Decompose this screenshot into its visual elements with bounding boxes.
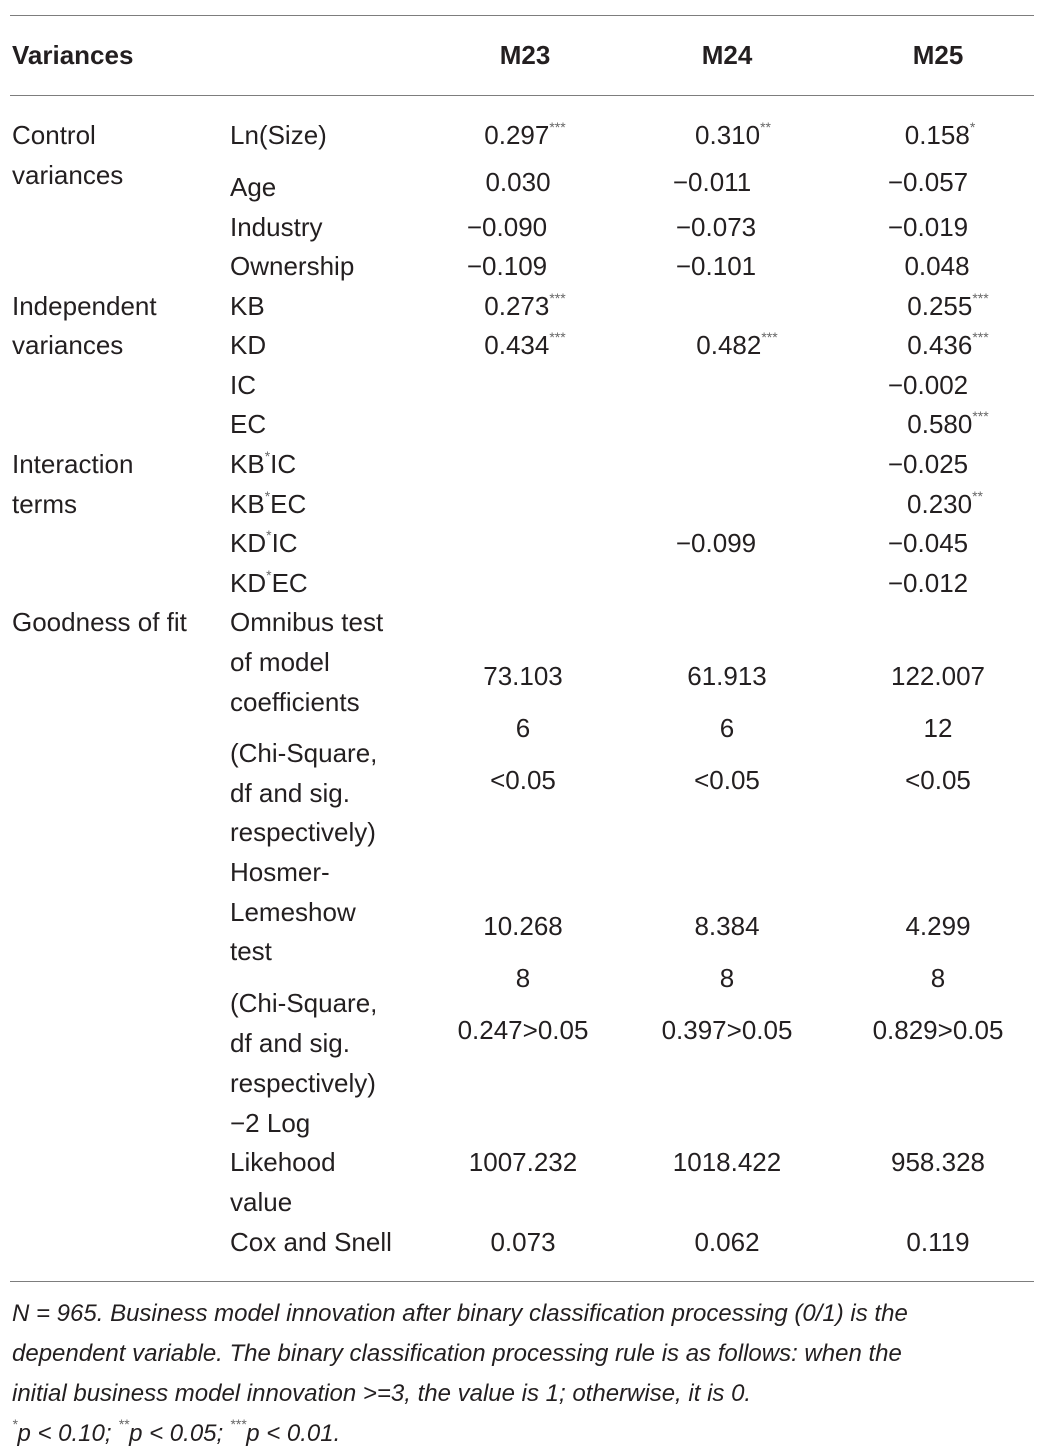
var-omnibus-l5: df and sig. bbox=[230, 778, 350, 808]
table-bottom-rule bbox=[10, 1281, 1034, 1282]
footnote-significance: *p < 0.10; **p < 0.05; ***p < 0.01. bbox=[12, 1416, 341, 1447]
var-kb-ec: KB*EC bbox=[230, 488, 307, 519]
var-age: Age bbox=[230, 172, 277, 202]
m25-age: −0.057 bbox=[887, 167, 969, 197]
table-top-rule bbox=[10, 15, 1034, 16]
m25-industry: −0.019 bbox=[887, 212, 969, 242]
m24-age: −0.011 bbox=[672, 167, 752, 197]
var-kd-ec: KD*EC bbox=[230, 567, 308, 598]
m25-omnibus-df: 12 bbox=[923, 713, 953, 743]
m25-kb: 0.255*** bbox=[907, 290, 989, 321]
header-variances: Variances bbox=[12, 40, 134, 70]
m24-kd: 0.482*** bbox=[696, 329, 778, 360]
var-ownership: Ownership bbox=[230, 251, 355, 281]
m24-omnibus-chi: 61.913 bbox=[687, 661, 767, 691]
m24-kd-ic: −0.099 bbox=[675, 528, 757, 558]
m23-cox: 0.073 bbox=[490, 1227, 556, 1257]
header-m24: M24 bbox=[701, 40, 753, 70]
m24-omnibus-sig: <0.05 bbox=[694, 765, 760, 795]
var-loglik-l1: −2 Log bbox=[230, 1108, 311, 1138]
m23-loglik: 1007.232 bbox=[468, 1147, 578, 1177]
header-m25: M25 bbox=[912, 40, 964, 70]
m25-cox: 0.119 bbox=[906, 1227, 970, 1257]
var-ic: IC bbox=[230, 370, 256, 400]
m25-kb-ec: 0.230** bbox=[907, 488, 983, 519]
var-hosmer-l3: test bbox=[230, 936, 272, 966]
m23-omnibus-sig: <0.05 bbox=[490, 765, 556, 795]
var-hosmer-l2: Lemeshow bbox=[230, 897, 356, 927]
m25-kd: 0.436*** bbox=[907, 329, 989, 360]
m25-kd-ic: −0.045 bbox=[887, 528, 969, 558]
group-goodness: Goodness of fit bbox=[12, 607, 187, 637]
m25-ic: −0.002 bbox=[887, 370, 969, 400]
group-independent-line2: variances bbox=[12, 330, 124, 360]
m24-industry: −0.073 bbox=[675, 212, 757, 242]
m25-ln-size: 0.158* bbox=[904, 119, 976, 150]
m24-ownership: −0.101 bbox=[675, 251, 757, 281]
m25-kd-ec: −0.012 bbox=[887, 568, 969, 598]
var-omnibus-l1: Omnibus test bbox=[230, 607, 384, 637]
var-kb-ic: KB*IC bbox=[230, 448, 297, 479]
var-hosmer-l1: Hosmer- bbox=[230, 857, 330, 887]
var-industry: Industry bbox=[230, 212, 323, 242]
m23-age: 0.030 bbox=[485, 167, 551, 197]
group-control-line2: variances bbox=[12, 160, 124, 190]
m23-hl-chi: 10.268 bbox=[483, 911, 563, 941]
header-m23: M23 bbox=[499, 40, 551, 70]
var-hosmer-l5: df and sig. bbox=[230, 1028, 350, 1058]
m24-hl-sig: 0.397>0.05 bbox=[661, 1015, 793, 1045]
m25-ec: 0.580*** bbox=[907, 408, 989, 439]
m25-hl-sig: 0.829>0.05 bbox=[872, 1015, 1004, 1045]
m24-hl-df: 8 bbox=[719, 963, 735, 993]
table-footnote bbox=[12, 1294, 1032, 1454]
m23-kb: 0.273*** bbox=[484, 290, 566, 321]
var-cox: Cox and Snell bbox=[230, 1227, 392, 1257]
m25-hl-chi: 4.299 bbox=[905, 911, 971, 941]
m25-ownership: 0.048 bbox=[904, 251, 970, 281]
m23-hl-sig: 0.247>0.05 bbox=[457, 1015, 589, 1045]
m23-kd: 0.434*** bbox=[484, 329, 566, 360]
group-interaction-line1: Interaction bbox=[12, 449, 134, 479]
group-interaction-line2: terms bbox=[12, 489, 77, 519]
var-ec: EC bbox=[230, 409, 267, 439]
var-hosmer-l6: respectively) bbox=[230, 1068, 376, 1098]
m24-loglik: 1018.422 bbox=[672, 1147, 782, 1177]
m23-hl-df: 8 bbox=[515, 963, 531, 993]
footnote-line-2: dependent variable. The binary classification processing rule is as follows: when the bbox=[12, 1340, 902, 1367]
group-independent-line1: Independent bbox=[12, 291, 157, 321]
m25-kb-ic: −0.025 bbox=[887, 449, 969, 479]
m23-industry: −0.090 bbox=[466, 212, 548, 242]
var-loglik-l3: value bbox=[230, 1187, 293, 1217]
m23-ownership: −0.109 bbox=[466, 251, 548, 281]
m23-omnibus-chi: 73.103 bbox=[483, 661, 563, 691]
var-omnibus-l6: respectively) bbox=[230, 817, 376, 847]
var-omnibus-l2: of model bbox=[230, 647, 330, 677]
var-kd-ic: KD*IC bbox=[230, 527, 298, 558]
var-ln-size: Ln(Size) bbox=[230, 120, 327, 150]
header-rule bbox=[10, 95, 1034, 96]
var-hosmer-l4: (Chi-Square, bbox=[230, 988, 378, 1018]
var-omnibus-l4: (Chi-Square, bbox=[230, 738, 378, 768]
m23-omnibus-df: 6 bbox=[515, 713, 531, 743]
m25-hl-df: 8 bbox=[930, 963, 946, 993]
var-kd: KD bbox=[230, 330, 267, 360]
m24-ln-size: 0.310** bbox=[695, 119, 771, 150]
m23-ln-size: 0.297*** bbox=[484, 119, 566, 150]
var-omnibus-l3: coefficients bbox=[230, 687, 360, 717]
m25-loglik: 958.328 bbox=[891, 1147, 985, 1177]
m25-omnibus-sig: <0.05 bbox=[905, 765, 971, 795]
m24-omnibus-df: 6 bbox=[719, 713, 735, 743]
footnote-line-1: N = 965. Business model innovation after binary classification processing (0/1) is the bbox=[12, 1300, 908, 1327]
var-kb: KB bbox=[230, 291, 265, 321]
footnote-line-3: initial business model innovation >=3, the value is 1; otherwise, it is 0. bbox=[12, 1380, 752, 1407]
var-loglik-l2: Likehood bbox=[230, 1147, 336, 1177]
m24-cox: 0.062 bbox=[694, 1227, 760, 1257]
group-control-line1: Control bbox=[12, 120, 96, 150]
m25-omnibus-chi: 122.007 bbox=[891, 661, 985, 691]
m24-hl-chi: 8.384 bbox=[694, 911, 760, 941]
